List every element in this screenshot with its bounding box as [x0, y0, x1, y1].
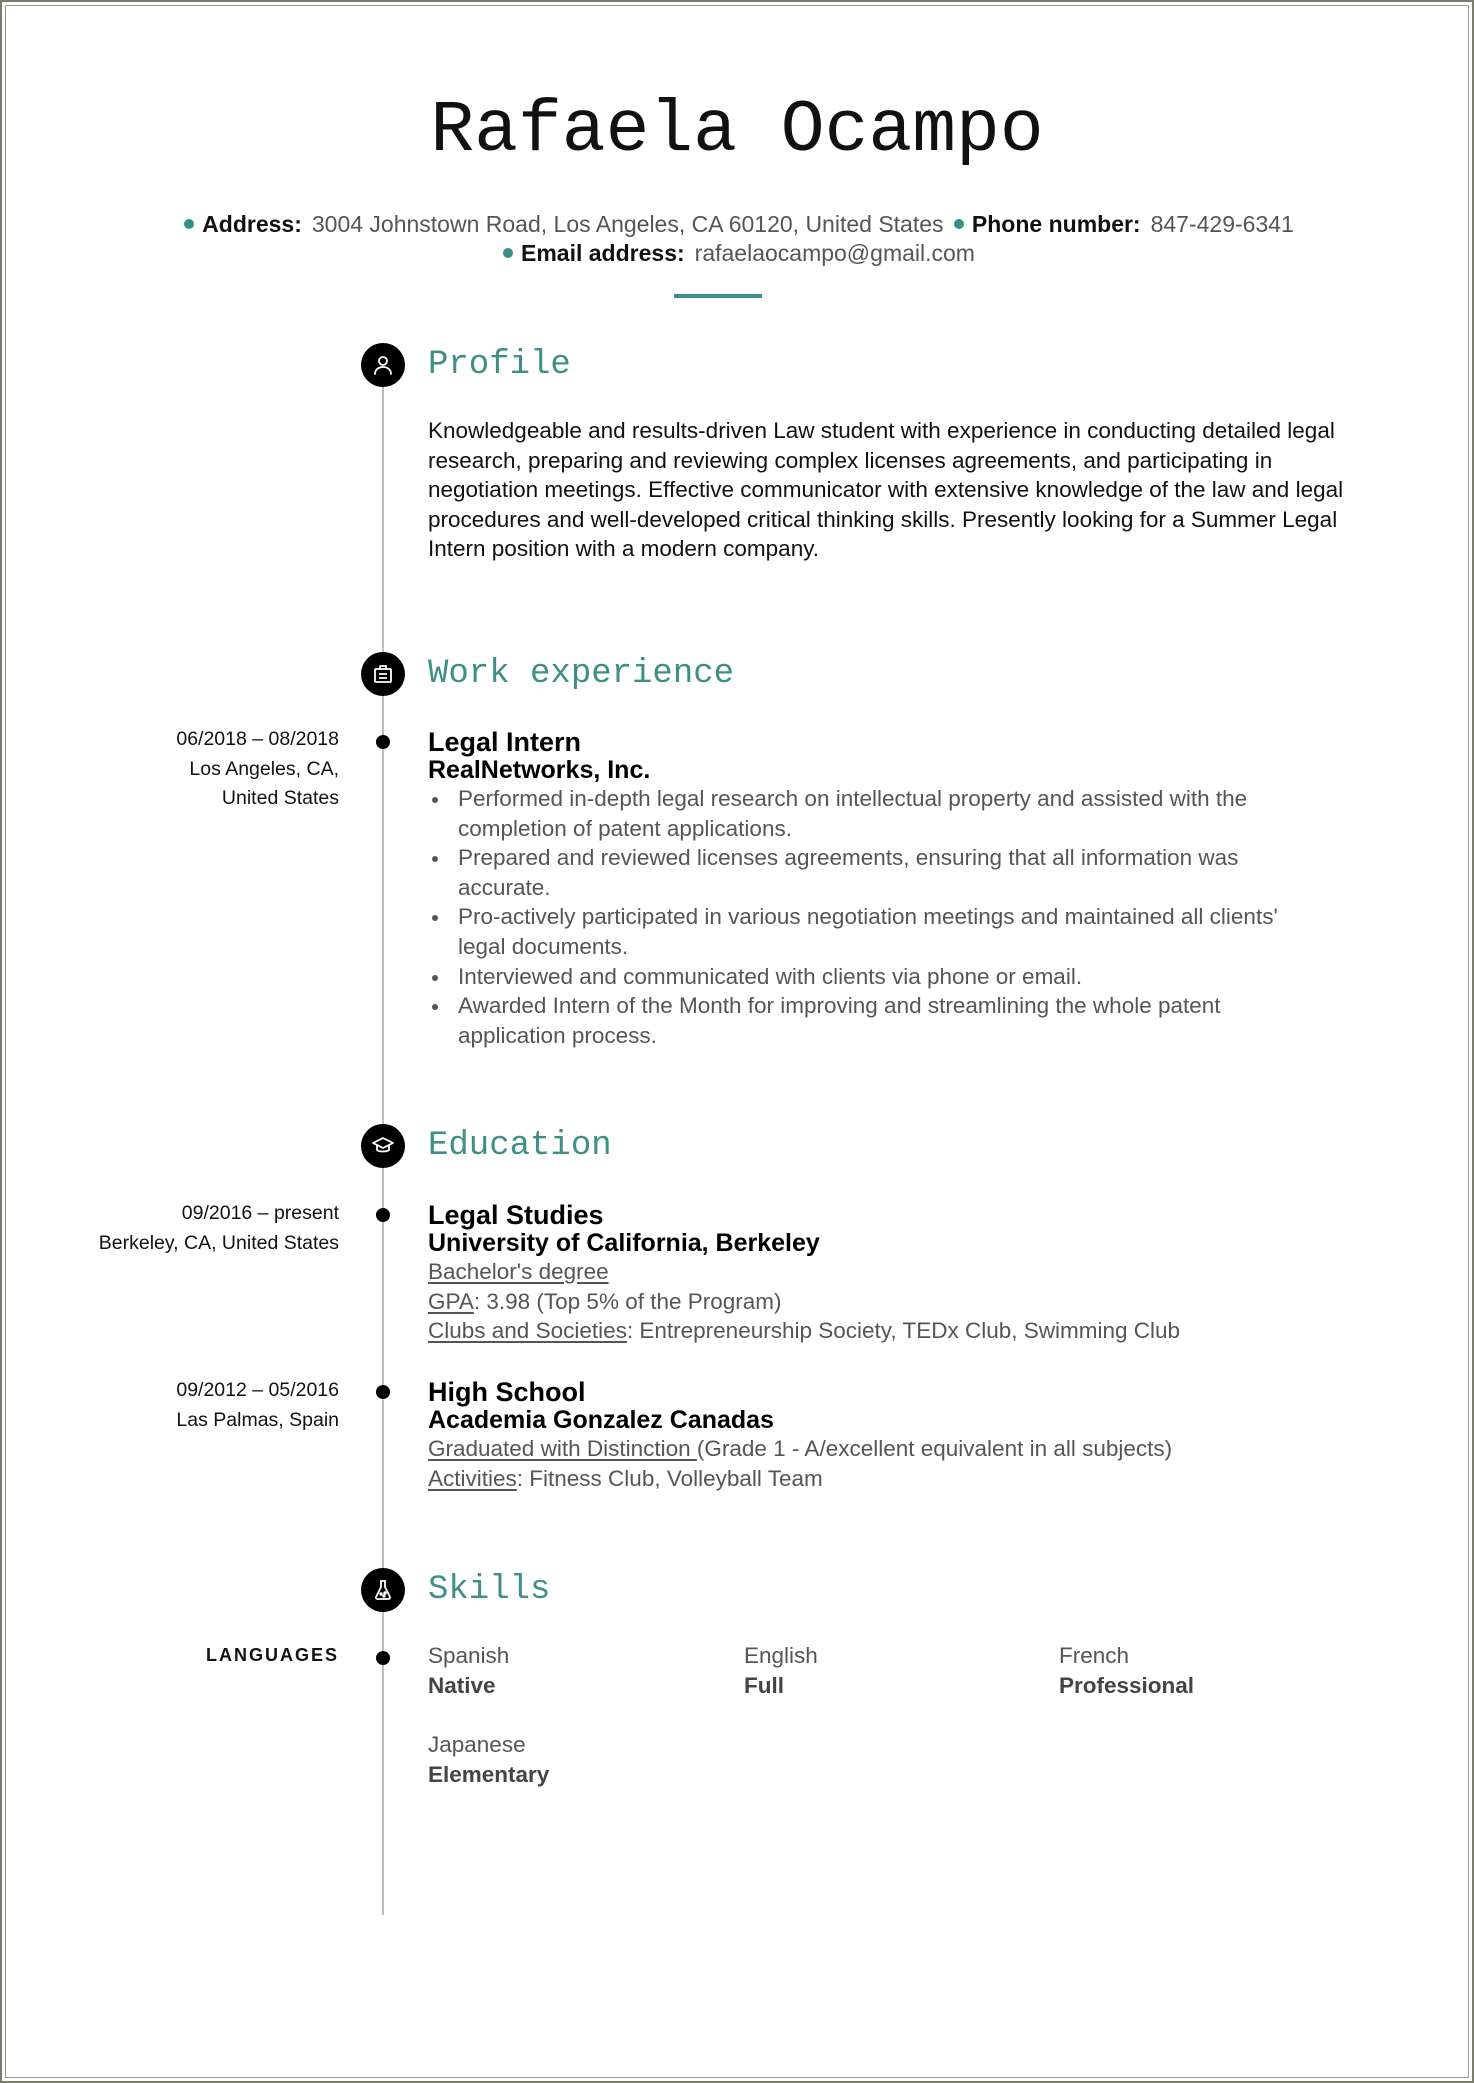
contact-line-1 — [0, 209, 1474, 239]
user-icon — [361, 343, 405, 387]
section-title-profile: Profile — [428, 346, 571, 384]
job-bullets — [428, 784, 1388, 1050]
gpa-label: GPA — [428, 1288, 474, 1314]
clubs-value: : Entrepreneurship Society, TEDx Club, Swimming Club — [626, 1318, 1181, 1344]
job-title: Legal Intern — [428, 727, 582, 757]
address-value: 3004 Johnstown Road, Los Angeles, CA 60120, United States — [311, 211, 944, 237]
activities-value: : Fitness Club, Volleyball Team — [516, 1465, 823, 1491]
profile-summary: Knowledgeable and results-driven Law student with experience in conducting detailed legal research, preparing and reviewing complex licenses agreements, and participating in negotiation meetings. Effective communicator with extensive knowledge of the law and legal procedures and well-developed critical thinking skills. Presently looking for a Summer Legal Intern position with a modern company. — [428, 418, 1344, 562]
section-title-work: Work experience — [428, 655, 735, 693]
timeline-dot — [376, 1208, 390, 1222]
flask-icon — [361, 1568, 405, 1612]
education-entry-meta — [99, 1199, 339, 1258]
header-divider — [674, 294, 762, 298]
candidate-name: Rafaela Ocampo — [430, 89, 1044, 172]
work-location-line1: Los Angeles, CA, — [189, 757, 339, 780]
degree-title: High School — [428, 1377, 586, 1407]
email-label: Email address: — [521, 240, 685, 266]
language-level: Native — [428, 1672, 496, 1698]
timeline-dot — [376, 735, 390, 749]
job-bullet: Pro-actively participated in various negotiation meetings and maintained all clients' legal documents. — [428, 902, 1328, 961]
education-entry-meta — [176, 1376, 339, 1435]
education-location: Berkeley, CA, United States — [98, 1231, 339, 1254]
language-level: Professional — [1059, 1672, 1195, 1698]
education-dates: 09/2016 – present — [181, 1202, 339, 1224]
activities-label: Activities — [428, 1465, 517, 1491]
graduation-cap-icon — [361, 1124, 405, 1168]
language-item — [744, 1641, 818, 1700]
degree-link: Bachelor's degree — [428, 1259, 609, 1284]
school-name: University of California, Berkeley — [428, 1229, 820, 1257]
language-item — [428, 1730, 549, 1789]
degree-title: Legal Studies — [428, 1200, 604, 1230]
language-item — [1059, 1641, 1194, 1700]
work-entry-meta — [176, 725, 339, 814]
job-bullet: Awarded Intern of the Month for improving and streamlining the whole patent application process. — [428, 991, 1328, 1050]
job-bullet: Interviewed and communicated with clients via phone or email. — [428, 962, 1328, 992]
briefcase-icon — [361, 652, 405, 696]
work-location-line2: United States — [221, 787, 339, 810]
timeline-dot — [376, 1385, 390, 1399]
education-entry — [428, 1378, 1388, 1493]
gpa-value: : 3.98 (Top 5% of the Program) — [473, 1288, 782, 1314]
work-entry — [428, 728, 1388, 1050]
education-location: Las Palmas, Spain — [176, 1408, 339, 1431]
work-dates: 06/2018 – 08/2018 — [176, 728, 339, 750]
bullet-icon — [184, 219, 194, 229]
education-dates: 09/2012 – 05/2016 — [176, 1379, 339, 1401]
distinction-label: Graduated with Distinction — [428, 1436, 697, 1461]
phone-value[interactable]: 847-429-6341 — [1150, 211, 1294, 237]
bullet-icon — [954, 219, 964, 229]
language-level: Elementary — [428, 1761, 550, 1787]
language-name: Japanese — [428, 1732, 526, 1757]
section-title-education: Education — [428, 1127, 612, 1165]
address-label: Address: — [202, 211, 302, 237]
school-name: Academia Gonzalez Canadas — [428, 1406, 774, 1434]
language-level: Full — [744, 1672, 784, 1698]
language-name: English — [744, 1643, 818, 1668]
job-bullet: Performed in-depth legal research on intellectual property and assisted with the completion of patent applications. — [428, 784, 1328, 843]
bullet-icon — [503, 248, 513, 258]
timeline-dot — [376, 1651, 390, 1665]
language-name: Spanish — [428, 1643, 510, 1668]
clubs-label: Clubs and Societies — [428, 1318, 627, 1344]
email-value[interactable]: rafaelaocampo@gmail.com — [694, 240, 975, 266]
language-name: French — [1059, 1643, 1130, 1668]
contact-line-2 — [0, 238, 1474, 268]
languages-label: LANGUAGES — [205, 1645, 339, 1665]
section-title-skills: Skills — [428, 1571, 551, 1609]
education-entry — [428, 1201, 1388, 1346]
language-item — [428, 1641, 509, 1700]
distinction-value: (Grade 1 - A/excellent equivalent in all subjects) — [696, 1436, 1173, 1461]
phone-label: Phone number: — [971, 211, 1141, 237]
company-name: RealNetworks, Inc. — [428, 756, 651, 784]
job-bullet: Prepared and reviewed licenses agreements, ensuring that all information was accurate. — [428, 843, 1328, 902]
